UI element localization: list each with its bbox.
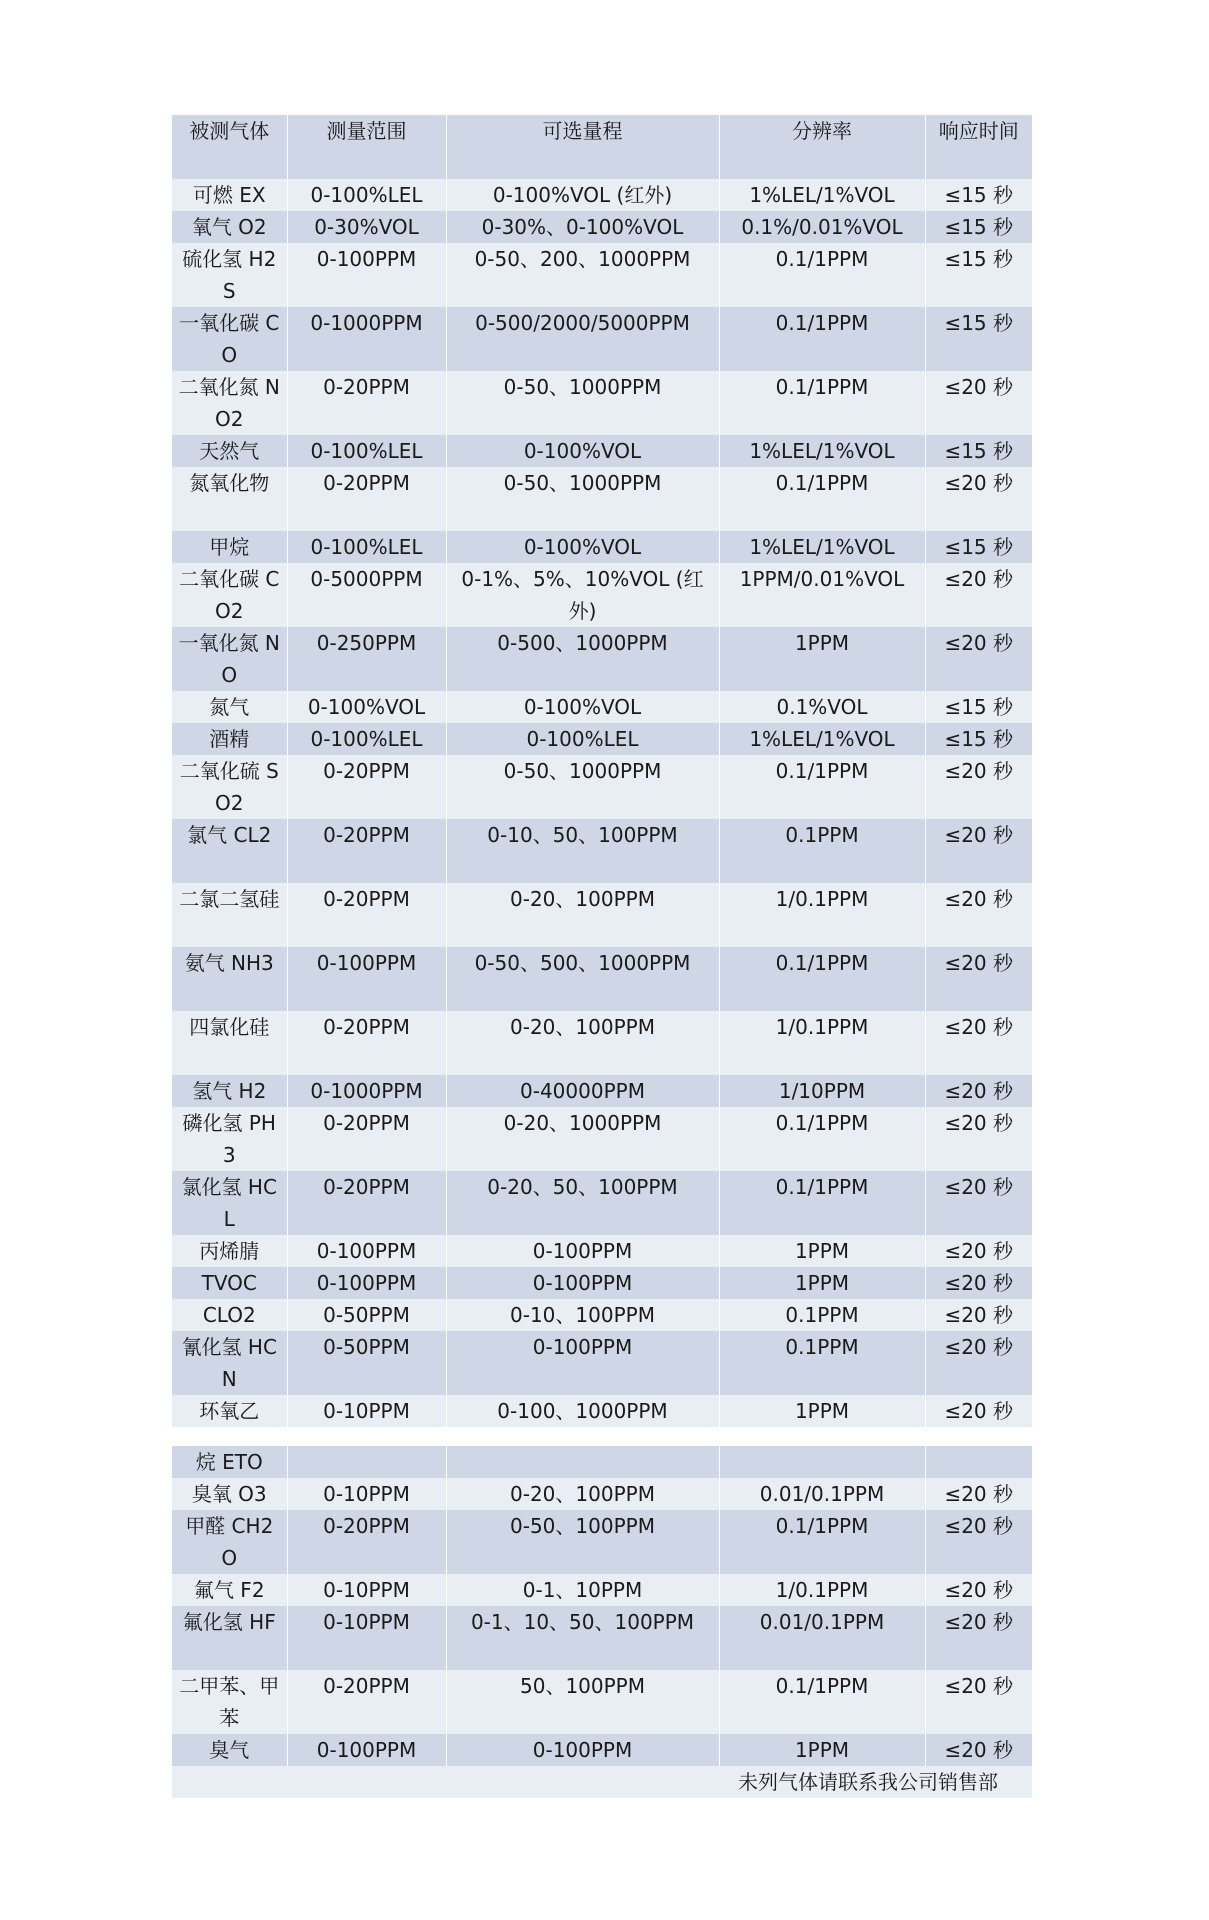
cell-optional-range: 0-1、10PPM <box>446 1574 719 1606</box>
table-row <box>172 531 1032 563</box>
cell-gas: 甲醛 CH2O <box>172 1510 287 1574</box>
cell-range: 0-100%LEL <box>287 435 446 467</box>
table-row <box>172 819 1032 883</box>
cell-optional-range: 0-100PPM <box>446 1267 719 1299</box>
cell-response-time: ≤20 秒 <box>925 1075 1032 1107</box>
cell-gas: 氯气 CL2 <box>172 819 287 883</box>
cell-gas: CLO2 <box>172 1299 287 1331</box>
table-row <box>172 1574 1032 1606</box>
cell-gas: 氮气 <box>172 691 287 723</box>
cell-resolution: 0.1/1PPM <box>719 947 925 1011</box>
cell-resolution: 1PPM <box>719 1395 925 1427</box>
cell-gas: 二甲苯、甲苯 <box>172 1670 287 1734</box>
cell-response-time: ≤15 秒 <box>925 435 1032 467</box>
table-row <box>172 1171 1032 1235</box>
cell-response-time: ≤20 秒 <box>925 1171 1032 1235</box>
cell-resolution: 0.01/0.1PPM <box>719 1606 925 1670</box>
cell-optional-range: 0-10、50、100PPM <box>446 819 719 883</box>
cell-gas: 一氧化氮 NO <box>172 627 287 691</box>
table-row <box>172 1299 1032 1331</box>
table-row <box>172 1267 1032 1299</box>
cell-optional-range: 0-500/2000/5000PPM <box>446 307 719 371</box>
cell-range: 0-1000PPM <box>287 307 446 371</box>
cell-resolution: 0.1%VOL <box>719 691 925 723</box>
header-resolution: 分辨率 <box>719 115 925 179</box>
cell-gas: 四氯化硅 <box>172 1011 287 1075</box>
header-range: 测量范围 <box>287 115 446 179</box>
cell-optional-range: 0-100%LEL <box>446 723 719 755</box>
table-row <box>172 1075 1032 1107</box>
cell-optional-range: 0-50、500、1000PPM <box>446 947 719 1011</box>
cell-optional-range: 50、100PPM <box>446 1670 719 1734</box>
cell-range: 0-30%VOL <box>287 211 446 243</box>
cell-optional-range: 0-20、1000PPM <box>446 1107 719 1171</box>
table-row <box>172 883 1032 947</box>
header-gas: 被测气体 <box>172 115 287 179</box>
table-row <box>172 723 1032 755</box>
cell-optional-range: 0-500、1000PPM <box>446 627 719 691</box>
cell-optional-range: 0-20、100PPM <box>446 883 719 947</box>
cell-range: 0-50PPM <box>287 1331 446 1395</box>
cell-resolution: 0.1/1PPM <box>719 755 925 819</box>
cell-optional-range: 0-20、100PPM <box>446 1478 719 1510</box>
cell-range <box>287 1446 446 1478</box>
cell-resolution: 1PPM <box>719 1267 925 1299</box>
cell-gas: 丙烯腈 <box>172 1235 287 1267</box>
cell-gas: 磷化氢 PH3 <box>172 1107 287 1171</box>
cell-gas: 臭氧 O3 <box>172 1478 287 1510</box>
cell-optional-range <box>446 1446 719 1478</box>
table-row <box>172 1510 1032 1574</box>
cell-resolution: 0.1PPM <box>719 1331 925 1395</box>
cell-optional-range: 0-1%、5%、10%VOL (红外) <box>446 563 719 627</box>
cell-resolution: 0.1/1PPM <box>719 1107 925 1171</box>
cell-optional-range: 0-50、100PPM <box>446 1510 719 1574</box>
cell-optional-range: 0-50、1000PPM <box>446 755 719 819</box>
gas-spec-table-continued <box>172 1446 1032 1798</box>
cell-gas: 氮氧化物 <box>172 467 287 531</box>
cell-optional-range: 0-50、200、1000PPM <box>446 243 719 307</box>
cell-response-time: ≤15 秒 <box>925 691 1032 723</box>
cell-resolution: 0.1PPM <box>719 1299 925 1331</box>
cell-range: 0-5000PPM <box>287 563 446 627</box>
cell-gas: 硫化氢 H2S <box>172 243 287 307</box>
cell-response-time: ≤20 秒 <box>925 1395 1032 1427</box>
cell-resolution: 1PPM/0.01%VOL <box>719 563 925 627</box>
cell-response-time: ≤20 秒 <box>925 1606 1032 1670</box>
table-row <box>172 947 1032 1011</box>
cell-resolution: 1/10PPM <box>719 1075 925 1107</box>
cell-response-time: ≤20 秒 <box>925 1734 1032 1766</box>
table-row <box>172 1606 1032 1670</box>
cell-response-time: ≤20 秒 <box>925 1510 1032 1574</box>
cell-optional-range: 0-100、1000PPM <box>446 1395 719 1427</box>
table-row <box>172 563 1032 627</box>
header-optional-range: 可选量程 <box>446 115 719 179</box>
cell-response-time: ≤20 秒 <box>925 819 1032 883</box>
cell-range: 0-50PPM <box>287 1299 446 1331</box>
cell-gas: 氯化氢 HCL <box>172 1171 287 1235</box>
cell-resolution: 0.1%/0.01%VOL <box>719 211 925 243</box>
cell-gas: 二氯二氢硅 <box>172 883 287 947</box>
cell-response-time: ≤15 秒 <box>925 243 1032 307</box>
cell-range: 0-100%LEL <box>287 531 446 563</box>
cell-range: 0-20PPM <box>287 467 446 531</box>
cell-optional-range: 0-1、10、50、100PPM <box>446 1606 719 1670</box>
table-row <box>172 1395 1032 1427</box>
cell-optional-range: 0-20、50、100PPM <box>446 1171 719 1235</box>
table-row <box>172 1235 1032 1267</box>
cell-response-time: ≤15 秒 <box>925 179 1032 211</box>
cell-gas: TVOC <box>172 1267 287 1299</box>
cell-gas: 烷 ETO <box>172 1446 287 1478</box>
cell-optional-range: 0-100PPM <box>446 1331 719 1395</box>
cell-response-time: ≤20 秒 <box>925 755 1032 819</box>
table-row <box>172 211 1032 243</box>
cell-resolution: 1%LEL/1%VOL <box>719 531 925 563</box>
table-row <box>172 179 1032 211</box>
cell-response-time: ≤20 秒 <box>925 947 1032 1011</box>
cell-response-time: ≤20 秒 <box>925 1670 1032 1734</box>
table-body <box>172 179 1032 1427</box>
cell-optional-range: 0-40000PPM <box>446 1075 719 1107</box>
cell-range: 0-10PPM <box>287 1395 446 1427</box>
header-response-time: 响应时间 <box>925 115 1032 179</box>
cell-gas: 二氧化硫 SO2 <box>172 755 287 819</box>
cell-gas: 二氧化氮 NO2 <box>172 371 287 435</box>
footer-note: 未列气体请联系我公司销售部 <box>172 1766 1032 1798</box>
cell-optional-range: 0-50、1000PPM <box>446 467 719 531</box>
cell-optional-range: 0-100%VOL (红外) <box>446 179 719 211</box>
table-row <box>172 1446 1032 1478</box>
cell-range: 0-20PPM <box>287 371 446 435</box>
cell-gas: 氢气 H2 <box>172 1075 287 1107</box>
cell-response-time: ≤20 秒 <box>925 1331 1032 1395</box>
cell-response-time <box>925 1446 1032 1478</box>
cell-gas: 环氧乙 <box>172 1395 287 1427</box>
cell-optional-range: 0-100PPM <box>446 1235 719 1267</box>
table-row <box>172 691 1032 723</box>
gas-spec-table <box>172 115 1032 1427</box>
cell-resolution: 1PPM <box>719 627 925 691</box>
cell-resolution: 1%LEL/1%VOL <box>719 723 925 755</box>
table-row <box>172 371 1032 435</box>
table-row <box>172 1011 1032 1075</box>
cell-optional-range: 0-50、1000PPM <box>446 371 719 435</box>
footer-row <box>172 1766 1032 1798</box>
cell-resolution: 1PPM <box>719 1235 925 1267</box>
cell-range: 0-20PPM <box>287 819 446 883</box>
cell-range: 0-100PPM <box>287 1734 446 1766</box>
cell-response-time: ≤20 秒 <box>925 1107 1032 1171</box>
cell-resolution: 1%LEL/1%VOL <box>719 179 925 211</box>
cell-optional-range: 0-100%VOL <box>446 531 719 563</box>
cell-resolution: 0.1/1PPM <box>719 371 925 435</box>
cell-optional-range: 0-30%、0-100%VOL <box>446 211 719 243</box>
cell-optional-range: 0-100%VOL <box>446 691 719 723</box>
cell-gas: 臭气 <box>172 1734 287 1766</box>
cell-gas: 氨气 NH3 <box>172 947 287 1011</box>
cell-gas: 甲烷 <box>172 531 287 563</box>
cell-gas: 氟气 F2 <box>172 1574 287 1606</box>
cell-response-time: ≤15 秒 <box>925 531 1032 563</box>
cell-range: 0-20PPM <box>287 883 446 947</box>
table-row <box>172 1734 1032 1766</box>
cell-range: 0-20PPM <box>287 755 446 819</box>
cell-resolution: 0.1PPM <box>719 819 925 883</box>
cell-resolution <box>719 1446 925 1478</box>
cell-range: 0-20PPM <box>287 1011 446 1075</box>
cell-range: 0-20PPM <box>287 1510 446 1574</box>
cell-resolution: 0.1/1PPM <box>719 243 925 307</box>
table-row <box>172 1107 1032 1171</box>
cell-range: 0-100PPM <box>287 947 446 1011</box>
cell-range: 0-20PPM <box>287 1670 446 1734</box>
cell-gas: 氧气 O2 <box>172 211 287 243</box>
cell-range: 0-20PPM <box>287 1107 446 1171</box>
table-row <box>172 1331 1032 1395</box>
table-row <box>172 1670 1032 1734</box>
cell-range: 0-100%VOL <box>287 691 446 723</box>
cell-gas: 二氧化碳 CO2 <box>172 563 287 627</box>
cell-range: 0-100PPM <box>287 243 446 307</box>
cell-response-time: ≤15 秒 <box>925 307 1032 371</box>
table-row <box>172 467 1032 531</box>
table-row <box>172 435 1032 467</box>
cell-response-time: ≤20 秒 <box>925 563 1032 627</box>
cell-optional-range: 0-20、100PPM <box>446 1011 719 1075</box>
cell-range: 0-10PPM <box>287 1478 446 1510</box>
cell-resolution: 1/0.1PPM <box>719 1011 925 1075</box>
cell-response-time: ≤20 秒 <box>925 627 1032 691</box>
cell-optional-range: 0-100PPM <box>446 1734 719 1766</box>
cell-response-time: ≤20 秒 <box>925 1235 1032 1267</box>
cell-response-time: ≤20 秒 <box>925 883 1032 947</box>
table-header-row <box>172 115 1032 179</box>
cell-response-time: ≤20 秒 <box>925 1011 1032 1075</box>
cell-range: 0-100PPM <box>287 1267 446 1299</box>
cell-resolution: 1/0.1PPM <box>719 1574 925 1606</box>
cell-response-time: ≤15 秒 <box>925 723 1032 755</box>
cell-range: 0-250PPM <box>287 627 446 691</box>
table-row <box>172 627 1032 691</box>
cell-gas: 酒精 <box>172 723 287 755</box>
cell-resolution: 0.1/1PPM <box>719 1510 925 1574</box>
cell-resolution: 0.01/0.1PPM <box>719 1478 925 1510</box>
cell-response-time: ≤20 秒 <box>925 1267 1032 1299</box>
cell-gas: 一氧化碳 CO <box>172 307 287 371</box>
cell-resolution: 0.1/1PPM <box>719 1670 925 1734</box>
table-row <box>172 755 1032 819</box>
cell-gas: 氟化氢 HF <box>172 1606 287 1670</box>
cell-response-time: ≤15 秒 <box>925 211 1032 243</box>
cell-resolution: 0.1/1PPM <box>719 467 925 531</box>
cell-gas: 天然气 <box>172 435 287 467</box>
cell-range: 0-20PPM <box>287 1171 446 1235</box>
cell-resolution: 1%LEL/1%VOL <box>719 435 925 467</box>
cell-gas: 氰化氢 HCN <box>172 1331 287 1395</box>
cell-resolution: 1PPM <box>719 1734 925 1766</box>
cell-response-time: ≤20 秒 <box>925 1478 1032 1510</box>
cell-range: 0-1000PPM <box>287 1075 446 1107</box>
cell-response-time: ≤20 秒 <box>925 1574 1032 1606</box>
table-row <box>172 243 1032 307</box>
cell-range: 0-100PPM <box>287 1235 446 1267</box>
cell-optional-range: 0-100%VOL <box>446 435 719 467</box>
cell-gas: 可燃 EX <box>172 179 287 211</box>
table-row <box>172 307 1032 371</box>
cell-range: 0-10PPM <box>287 1574 446 1606</box>
cell-resolution: 1/0.1PPM <box>719 883 925 947</box>
cell-optional-range: 0-10、100PPM <box>446 1299 719 1331</box>
table-body-continued <box>172 1446 1032 1766</box>
cell-response-time: ≤20 秒 <box>925 467 1032 531</box>
cell-response-time: ≤20 秒 <box>925 1299 1032 1331</box>
cell-range: 0-100%LEL <box>287 179 446 211</box>
cell-resolution: 0.1/1PPM <box>719 1171 925 1235</box>
cell-range: 0-100%LEL <box>287 723 446 755</box>
cell-response-time: ≤20 秒 <box>925 371 1032 435</box>
cell-range: 0-10PPM <box>287 1606 446 1670</box>
cell-resolution: 0.1/1PPM <box>719 307 925 371</box>
table-row <box>172 1478 1032 1510</box>
